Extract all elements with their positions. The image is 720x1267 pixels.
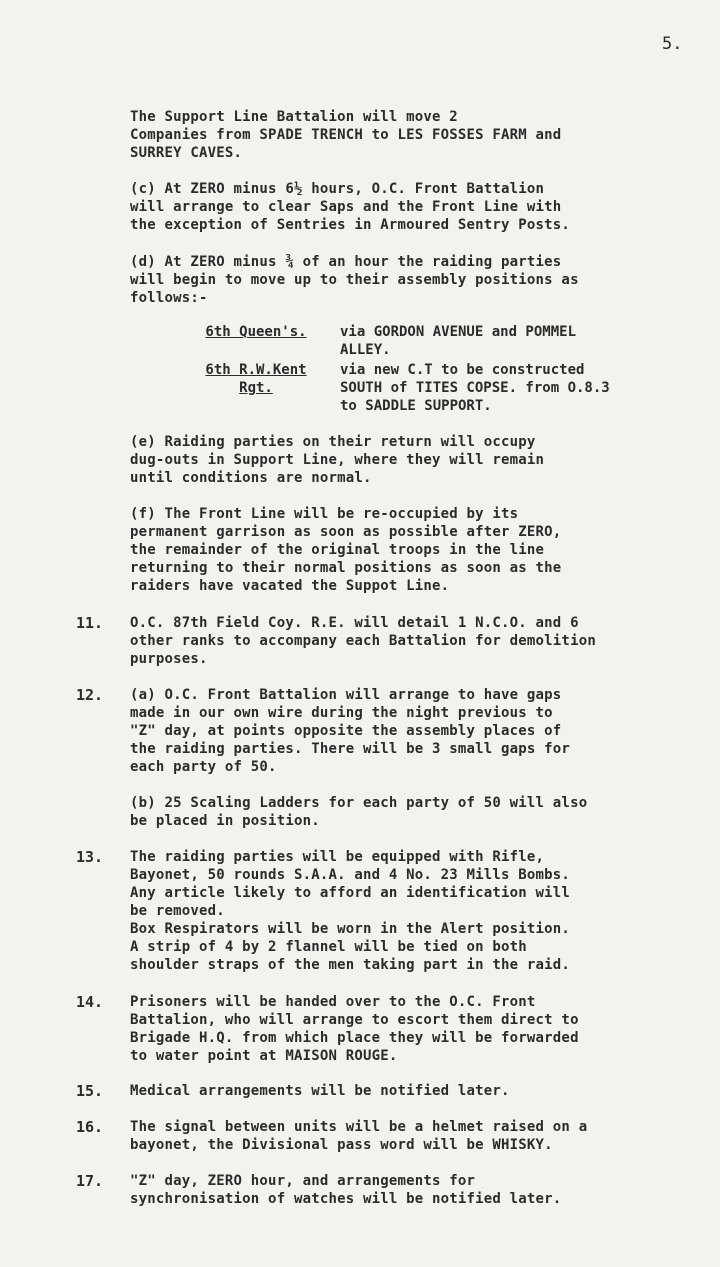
paragraph-16: The signal between units will be a helmet raised on a bayonet, the Divisional pass word will be WHISKY. xyxy=(130,1119,588,1153)
paragraph-f: (f) The Front Line will be re-occupied by its permanent garrison as soon as possible after ZERO, the remainder of the original troops in the line returning to their normal positions as soon as the raiders have vacated the Suppot Line. xyxy=(130,506,562,594)
route-unit-queens: 6th Queen's. xyxy=(205,324,307,340)
paragraph-number-15: 15. xyxy=(76,1082,104,1100)
paragraph-11: O.C. 87th Field Coy. R.E. will detail 1 N.C.O. and 6 other ranks to accompany each Battalion for demolition purposes. xyxy=(130,615,596,667)
paragraph-number-14: 14. xyxy=(76,993,104,1011)
paragraph-number-16: 16. xyxy=(76,1118,104,1136)
paragraph-15: Medical arrangements will be notified later. xyxy=(130,1083,510,1099)
paragraph-12a: (a) O.C. Front Battalion will arrange to have gaps made in our own wire during the night previous to "Z" day, at points opposite the assembly places of the raiding parties. There will be 3 small gaps for each party of 50. xyxy=(130,687,571,775)
route-text-kent: via new C.T to be constructed SOUTH of TITES COPSE. from O.8.3 to SADDLE SUPPORT. xyxy=(340,362,610,414)
paragraph-c: (c) At ZERO minus 6½ hours, O.C. Front Battalion will arrange to clear Saps and the Front Line with the exception of Sentries in Armoured Sentry Posts. xyxy=(130,181,571,233)
page-number: 5. xyxy=(662,34,683,54)
paragraph-d: (d) At ZERO minus ¾ of an hour the raiding parties will begin to move up to their assembly positions as follows:- xyxy=(130,254,579,306)
route-text-queens: via GORDON AVENUE and POMMEL ALLEY. xyxy=(340,324,577,358)
paragraph-e: (e) Raiding parties on their return will occupy dug-outs in Support Line, where they will remain until conditions are normal. xyxy=(130,434,545,486)
route-unit-kent: 6th R.W.Kent Rgt. xyxy=(205,362,307,396)
paragraph-number-11: 11. xyxy=(76,614,104,632)
paragraph-number-13: 13. xyxy=(76,848,104,866)
paragraph-12b: (b) 25 Scaling Ladders for each party of 50 will also be placed in position. xyxy=(130,795,588,829)
paragraph-13: The raiding parties will be equipped with Rifle, Bayonet, 50 rounds S.A.A. and 4 No. 23 Mills Bombs. Any article likely to afford an identification will be removed. Box Respirators will be worn in the Alert position. A strip of 4 by 2 flannel will be tied on both shoulder straps of the men taking part in the raid. xyxy=(130,849,571,973)
paragraph-14: Prisoners will be handed over to the O.C. Front Battalion, who will arrange to escort them direct to Brigade H.Q. from which place they will be forwarded to water point at MAISON ROUGE. xyxy=(130,994,579,1064)
paragraph-number-12: 12. xyxy=(76,686,104,704)
paragraph-number-17: 17. xyxy=(76,1172,104,1190)
paragraph-17: "Z" day, ZERO hour, and arrangements for synchronisation of watches will be notified later. xyxy=(130,1173,562,1207)
paragraph-support-line: The Support Line Battalion will move 2 Companies from SPADE TRENCH to LES FOSSES FARM and SURREY CAVES. xyxy=(130,109,562,161)
